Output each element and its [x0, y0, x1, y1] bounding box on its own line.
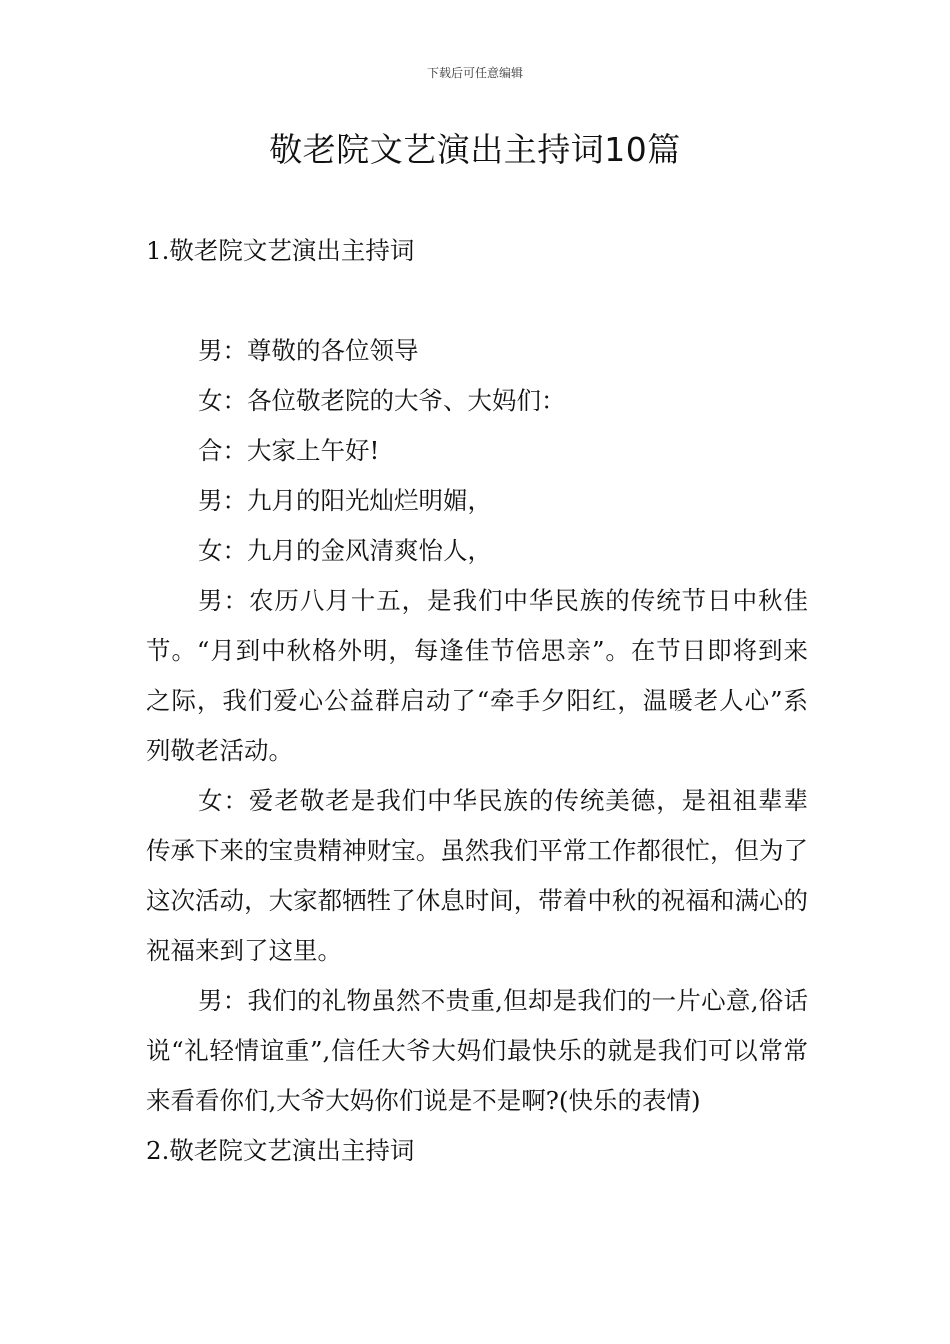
dialogue-paragraph: 女：爱老敬老是我们中华民族的传统美德，是祖祖辈辈传承下来的宝贵精神财宝。虽然我们平常工作都很忙，但为了这次活动，大家都牺牲了休息时间，带着中秋的祝福和满心的祝福来到了这里。: [146, 786, 808, 965]
dialogue-line: 女：各位敬老院的大爷、大妈们：: [198, 386, 566, 415]
section-heading: 1.敬老院文艺演出主持词: [146, 236, 415, 265]
dialogue-paragraph: 男：我们的礼物虽然不贵重,但却是我们的一片心意,俗话说“礼轻情谊重”,信任大爷大妈们最快乐的就是我们可以常常来看看你们,大爷大妈你们说是不是啊?(快乐的表情): [146, 986, 808, 1115]
dialogue-paragraph: 男：农历八月十五，是我们中华民族的传统节日中秋佳节。“月到中秋格外明，每逢佳节倍思亲”。在节日即将到来之际，我们爱心公益群启动了“牵手夕阳红，温暖老人心”系列敬老活动。: [146, 586, 808, 765]
document-body: [146, 226, 808, 1176]
dialogue-line: 合：大家上午好!: [198, 436, 380, 465]
dialogue-line: 男：九月的阳光灿烂明媚，: [198, 486, 492, 515]
header-note: 下载后可任意编辑: [426, 66, 523, 80]
dialogue-line: 男：尊敬的各位领导: [198, 336, 419, 365]
section-heading: 2.敬老院文艺演出主持词: [146, 1136, 415, 1165]
document-title: 敬老院文艺演出主持词10篇: [269, 130, 681, 169]
dialogue-line: 女：九月的金风清爽怡人，: [198, 536, 492, 565]
blank-line: [146, 276, 808, 326]
